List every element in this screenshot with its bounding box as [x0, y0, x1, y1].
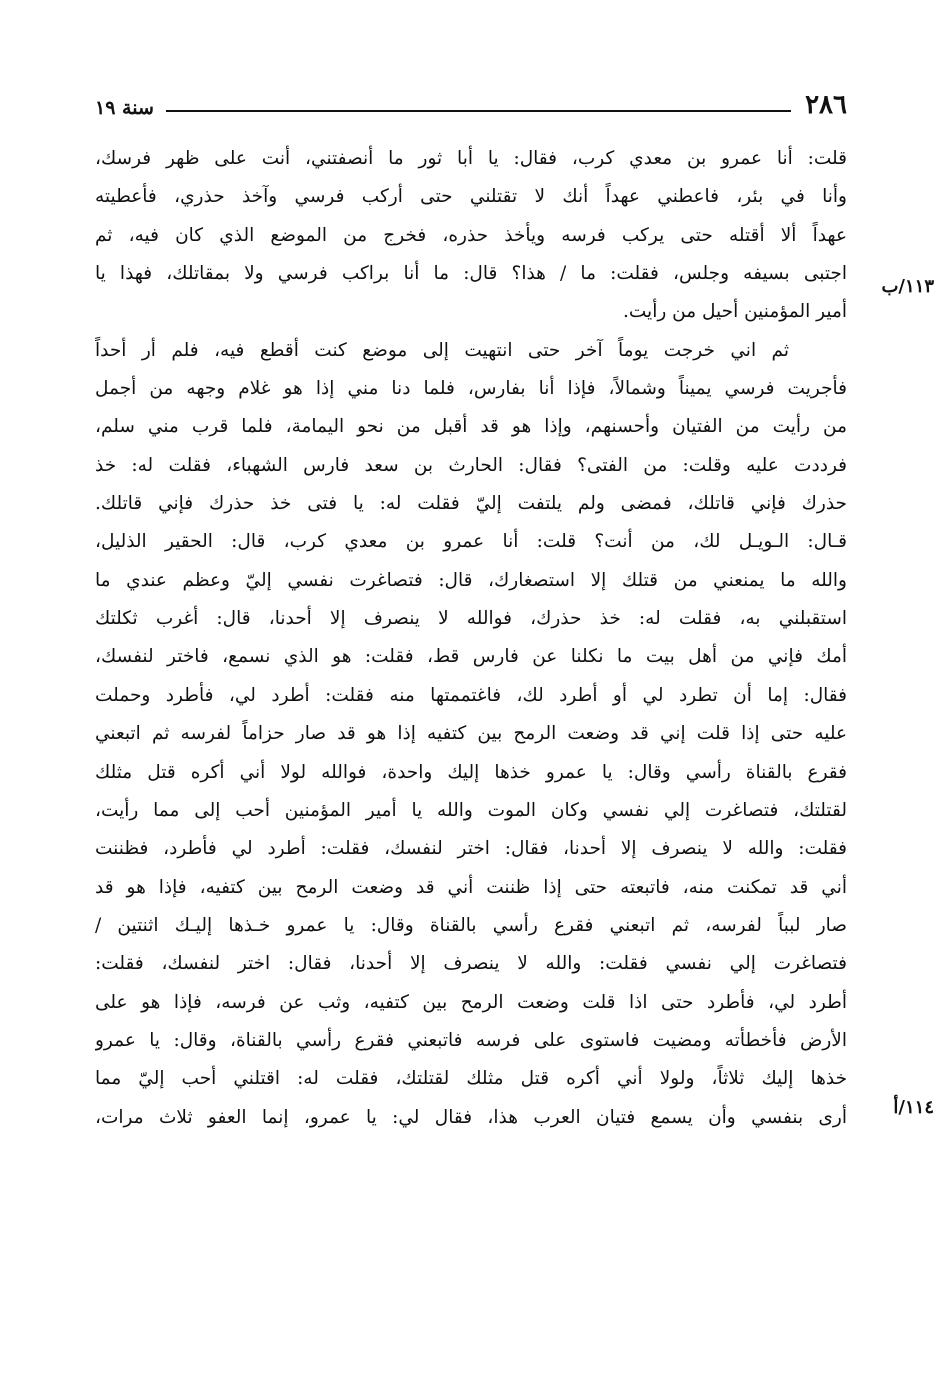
text-line: خذها إليك ثلاثاً، ولولا أني أكره قتل مثلك لقتلتك، فقلت له: اقتلني أحب إليّ مما [95, 1068, 847, 1090]
text-line: أطرد لي، فأطرد حتى اذا قلت وضعت الرمح بين كتفيه، وثب عن فرسه، فإذا هو على [95, 991, 847, 1013]
text-line: أمك فإني من أهل بيت ما نكلنا عن فارس قط، فقلت: هو الذي نسمع، فاختر لنفسك، [95, 646, 847, 668]
text-line: فقال: إما أن تطرد لي أو أطرد لك، فاغتممتها منه فقلت: أطرد لي، فأطرد وحملت [95, 684, 847, 706]
text-line: صار لبباً لفرسه، ثم اتبعني فقرع رأسي بالقناة وقال: يا عمرو خـذها إليـك اثنتين / [95, 914, 847, 936]
text-line: الأرض فأخطأته ومضيت فاستوى على فرسه فاتبعني فقرع رأسي بالقناة، وقال: يا عمرو [95, 1029, 847, 1051]
text-line: عهداً ألا أقتله حتى يركب فرسه ويأخذ حذره، فخرج من الموضع الذي كان فيه، ثم [95, 224, 847, 246]
text-line: وأنا في بئر، فاعطني عهداً أنك لا تقتلني حتى أركب فرسي وآخذ حذري، فأعطيته [95, 186, 847, 208]
text-line: فقرع بالقناة رأسي وقال: يا عمرو خذها إليك واحدة، فوالله لولا أني أكره قتل مثلك [95, 761, 847, 783]
header-rule [166, 110, 791, 112]
body-text [95, 140, 847, 1137]
text-line: حذرك فإني قاتلك، فمضى ولم يلتفت إليّ فقلت له: يا فتى خذ حذرك فإني قاتلك. [95, 493, 847, 515]
text-line: أمير المؤمنين أحيل من رأيت. [623, 301, 847, 323]
page-header [95, 78, 847, 118]
text-line: والله ما يمنعني من قتلك إلا استصغارك، قال: فتصاغرت نفسي إليّ وعظم عندي ما [95, 569, 847, 591]
text-line: لقتلتك، فتصاغرت إلي نفسي وكان الموت والله يا أمير المؤمنين أحب إلى مما رأيت، [95, 799, 847, 821]
text-line: فأجريت فرسي يميناً وشمالاً، فإذا أنا بفارس، فلما دنا مني إذا هو غلام وجهه من أجمل [95, 378, 847, 400]
text-line: فتصاغرت إلي نفسي فقلت: والله لا ينصرف إلا أحدنا، فقال: اختر لنفسك، فقلت: [95, 953, 847, 975]
text-line: قلت: أنا عمرو بن معدي كرب، فقال: يا أبا ثور ما أنصفتني، أنت على ظهر فرسك، [95, 148, 847, 169]
text-line: استقبلني به، فقلت له: خذ حذرك، فوالله لا ينصرف إلا أحدنا، قال: أغرب ثكلتك [95, 608, 847, 630]
text-line: قـال: الـويـل لك، من أنت؟ قلت: أنا عمرو بن معدي كرب، قال: الحقير الذليل، [95, 531, 847, 553]
text-line: اجتبى بسيفه وجلس، فقلت: ما / هذا؟ قال: ما أنا براكب فرسي ولا بمقاتلك، فهذا يا [95, 263, 847, 285]
page-number: ٢٨٦ [805, 90, 847, 120]
manuscript-folio-marker: ١١٤/أ [893, 1097, 934, 1118]
text-line: فرددت عليه وقلت: من الفتى؟ فقال: الحارث بن سعد فارس الشهباء، فقلت له: خذ [95, 454, 847, 476]
text-line: عليه حتى إذا قلت إني قد وضعت الرمح بين كتفيه إذا هو قد صار حزاماً لفرسه ثم اتبعني [95, 723, 847, 745]
text-line: أرى بنفسي وأن يسمع فتيان العرب هذا، فقال لي: يا عمرو، إنما العفو ثلاث مرات، [95, 1106, 847, 1128]
paragraph-first-line: ثم اني خرجت يوماً آخر حتى انتهيت إلى موضع كنت أقطع فيه، فلم أر أحداً [95, 339, 789, 361]
text-line: أني قد تمكنت منه، فاتبعته حتى إذا ظننت أني قد وضعت الرمح بين كتفيه، فإذا هو قد [95, 876, 847, 898]
manuscript-folio-marker: ١١٣/ب [881, 276, 934, 297]
text-line: فقلت: والله لا ينصرف إلا أحدنا، فقال: اختر لنفسك، فقلت: أطرد لي فأطرد، فظننت [95, 838, 847, 860]
text-line: من رأيت من الفتيان وأحسنهم، وإذا هو قد أقبل من نحو اليمامة، فلما قرب مني سلم، [95, 416, 847, 438]
running-head: سنة ١٩ [95, 97, 154, 119]
